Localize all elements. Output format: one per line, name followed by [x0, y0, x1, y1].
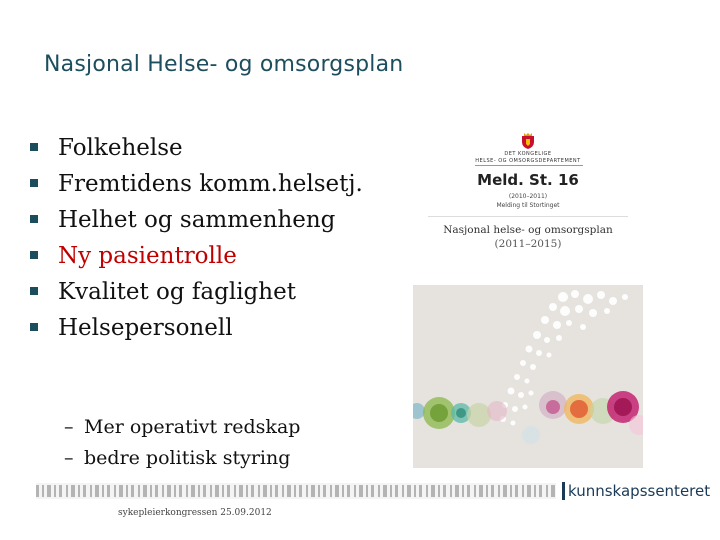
cover-title: Nasjonal helse- og omsorgsplan — [443, 224, 613, 236]
cover-department-line1: DET KONGELIGE — [504, 151, 552, 157]
bullet-text: Kvalitet og faglighet — [58, 279, 296, 305]
bullet-item — [30, 167, 363, 203]
bullet-item — [30, 311, 363, 347]
cover-divider — [428, 216, 628, 217]
bullet-item — [30, 275, 363, 311]
cover-melding: Melding til Stortinget — [496, 202, 560, 209]
bullet-list — [30, 131, 363, 347]
square-bullet-icon — [30, 215, 38, 223]
bullet-text: Ny pasientrolle — [58, 243, 237, 269]
dash-marker: – — [64, 416, 74, 438]
cover-header — [413, 118, 643, 283]
bullet-text: Folkehelse — [58, 135, 183, 161]
bullet-text: Helhet og sammenheng — [58, 207, 336, 233]
cover-department-line2: HELSE- OG OMSORGSDEPARTEMENT — [475, 158, 581, 164]
logo-text: kunnskapssenteret — [568, 482, 711, 500]
cover-divider — [475, 165, 583, 166]
bullet-text: Helsepersonell — [58, 315, 233, 341]
slide-title: Nasjonal Helse- og omsorgsplan — [44, 52, 404, 77]
bullet-item-highlighted — [30, 239, 363, 275]
square-bullet-icon — [30, 323, 38, 331]
bullet-item — [30, 203, 363, 239]
cover-session: (2010–2011) — [508, 193, 548, 200]
cover-illustration — [413, 285, 643, 468]
norwegian-coat-of-arms-icon — [521, 133, 535, 149]
square-bullet-icon — [30, 179, 38, 187]
square-bullet-icon — [30, 287, 38, 295]
cover-document-number: Meld. St. 16 — [477, 171, 579, 189]
square-bullet-icon — [30, 251, 38, 259]
bullet-text: Fremtidens komm.helsetj. — [58, 171, 363, 197]
square-bullet-icon — [30, 143, 38, 151]
report-cover-image — [413, 118, 643, 468]
bullet-item — [30, 131, 363, 167]
sub-bullet-list — [64, 412, 300, 474]
cover-years: (2011–2015) — [494, 238, 562, 250]
sub-bullet-item — [64, 443, 300, 474]
footer-stripe — [36, 483, 556, 499]
dash-marker: – — [64, 447, 74, 469]
sub-bullet-item — [64, 412, 300, 443]
sub-bullet-text: bedre politisk styring — [84, 447, 291, 469]
sub-bullet-text: Mer operativt redskap — [84, 416, 301, 438]
footer-note: sykepleierkongressen 25.09.2012 — [118, 508, 272, 518]
